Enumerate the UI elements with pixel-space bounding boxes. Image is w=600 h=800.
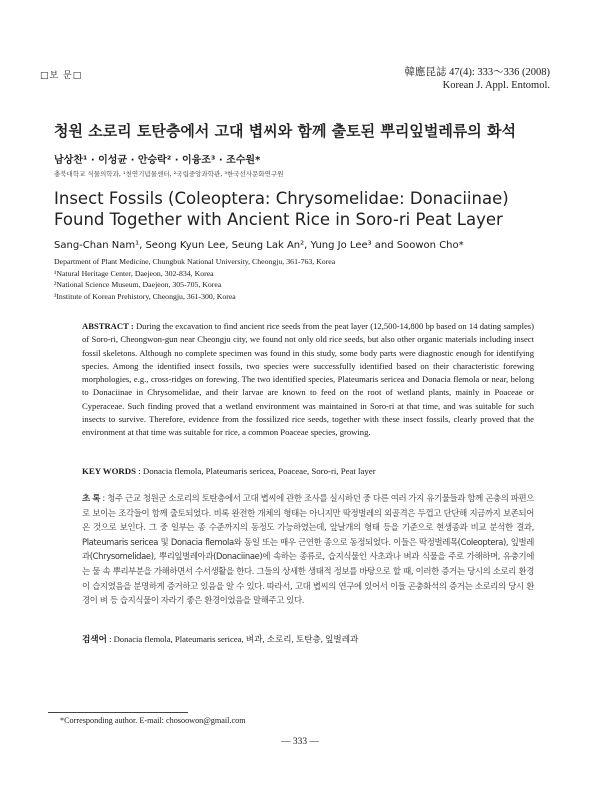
english-authors: Sang-Chan Nam¹, Seong Kyun Lee, Seung Lak An², Yung Jo Lee³ and Soowon Cho* (54, 240, 464, 251)
affiliation-line: ²National Science Museum, Daejeon, 305-705, Korea (54, 280, 222, 289)
journal-volume-line: 韓應昆誌 47(4): 333～336 (2008) (404, 67, 550, 78)
keywords-label: KEY WORDS (82, 466, 137, 476)
korean-abstract-text: 청주 근교 청원군 소로리의 토탄층에서 고대 볍씨에 관한 조사를 실시하던 중 다른 여러 가지 유기물들과 함께 곤충의 파편으로 보이는 조각들이 함께 출토되었다. 비록 완전한 개체의 형태는 아니지만 딱정벌레의 외골격은 두껍고 단단해 지금까지 보존되어온 것으로 보인다. 그 중 일부는 종 수준까지의 동정도 가능하였는데, 앞날개의 형태 등을 기준으로 현생종과 비교 분석한 결과, Plateumaris sericea 및 Donacia flemola와 동일 또는 매우 근연한 종으로 동정되었다. 이들은 딱정벌레목(Coleoptera), 잎벌레과(Chrysomelidae), 뿌리잎벌레아과(Donaciinae)에 속하는 종류로, 습지식물인 사초과나 벼과 식물을 주로 가해하며, 유충기에는 물 속 뿌리부분을 가해하면서 수서생활을 한다. 그들의 상세한 생태적 정보를 바탕으로 할 때, 이러한 증거는 당시의 소로리 환경이 습지였음을 분명하게 증거하고 있음을 알 수 있다. 따라서, 고대 볍씨의 연구에 있어서 이들 곤충화석의 증거는 소로리의 당시 환경이 벼 등 습지식물이 자라기 좋은 환경이었음을 말해주고 있다. (82, 493, 534, 606)
english-abstract (82, 320, 534, 440)
korean-authors: 남상찬¹ · 이성균 · 안승락² · 이융조³ · 조수원* (54, 155, 261, 166)
affiliation-line: ¹Natural Heritage Center, Daejeon, 302-834, Korea (54, 268, 214, 278)
abstract-text: During the excavation to find ancient rice seeds from the peat layer (12,500-14,800 bp based on 14 dating samples) of Soro-ri, Cheongwon-gun near Cheongju city, we found not only old rice seeds, but also other organic materials including insect fossil skeletons. Although no complete specimen was found in this study, some body parts were diagnostic enough for identifying species. Among the identified insect fossils, two species were successfully identified based on their characteristic forewing morphologies, e.g., cross-ridges on forewing. The two identified species, Plateumaris sericea and Donacia flemola or near, belong to Donaciinae in Chrysomelidae, and their larvae are known to feed on the root of wetland plants, mainly in Poaceae or Cyperaceae. Such finding proved that a wetland environment was maintained in Soro-ri at that time, and was suitable for such insects to survive. Therefore, evidence from the fossilized rice seeds, together with these insect fossils, clearly proved that the environment at that time was suitable for rice, a common Poaceae species, growing. (82, 321, 534, 438)
korean-title: 청원 소로리 토탄층에서 고대 볍씨와 함께 출토된 뿌리잎벌레류의 화석 (54, 122, 516, 140)
section-label: □보 문□ (40, 71, 83, 81)
journal-name-line: Korean J. Appl. Entomol. (442, 80, 550, 91)
english-title: Insect Fossils (Coleoptera: Chrysomelidae: Donaciinae) Found Together with Ancient Rice in Soro-ri Peat Layer (54, 189, 509, 229)
affiliation-line: Department of Plant Medicine, Chungbuk National University, Cheongju, 361-763, Korea (54, 257, 336, 266)
korean-keywords (82, 633, 534, 645)
footnote-divider (48, 712, 188, 713)
english-affiliations (54, 256, 335, 302)
korean-abstract: 초 록 : 청주 근교 청원군 소로리의 토탄층에서 고대 볍씨에 관한 조사를 실시하던 중 다른 여러 가지 유기물들과 함께 곤충의 파편으로 보이는 조각들이 함께 출토되었다. 비록 완전한 개체의 형태는 아니지만 딱정벌레의 외골격은 두껍고 단단해 지금까지 보존되어온 것으로 보인다. 그 중 일부는 종 수준까지의 동정도 가능하였는데, 앞날개의 형태 등을 기준으로 현생종과 비교 분석한 결과, Plateumaris sericea 및 Donacia flemola와 동일 또는 매우 근연한 종으로 동정되었다. 이들은 딱정벌레목(Coleoptera), 잎벌레과(Chrysomelidae), 뿌리잎벌레아과(Donaciinae)에 속하는 종류로, 습지식물인 사초과나 벼과 식물을 주로 가해하며, 유충기에는 물 속 뿌리부분을 가해하면서 수서생활을 한다. 그들의 상세한 생태적 정보를 바탕으로 할 때, 이러한 증거는 당시의 소로리 환경이 습지였음을 분명하게 증거하고 있음을 알 수 있다. 따라서, 고대 볍씨의 연구에 있어서 이들 곤충화석의 증거는 소로리의 당시 환경이 벼 등 습지식물이 자라기 좋은 환경이었음을 말해주고 있다. (82, 493, 534, 606)
journal-citation (404, 66, 550, 92)
keywords-text: : Donacia flemola, Plateumaris sericea, Poaceae, Soro-ri, Peat layer (138, 466, 376, 476)
korean-affiliations: 충북대학교 식물의학과, ¹천연기념물센터, ²국립중앙과학관, ³한국선사문화연구원 (54, 170, 284, 178)
abstract-label: ABSTRACT : (82, 321, 134, 331)
page-number: — 333 — (281, 737, 319, 747)
corresponding-author-footnote: *Corresponding author. E-mail: chosoowon@gmail.com (60, 716, 246, 725)
korean-abstract-label: 초 록 (82, 493, 101, 503)
affiliation-line: ³Institute of Korean Prehistory, Cheongju, 361-300, Korea (54, 291, 236, 301)
korean-keywords-text: : Donacia flemola, Plateumaris sericea, 벼과, 소로리, 토탄층, 잎벌레과 (109, 634, 359, 644)
english-keywords (82, 466, 534, 476)
korean-keywords-label: 검색어 (82, 635, 107, 645)
